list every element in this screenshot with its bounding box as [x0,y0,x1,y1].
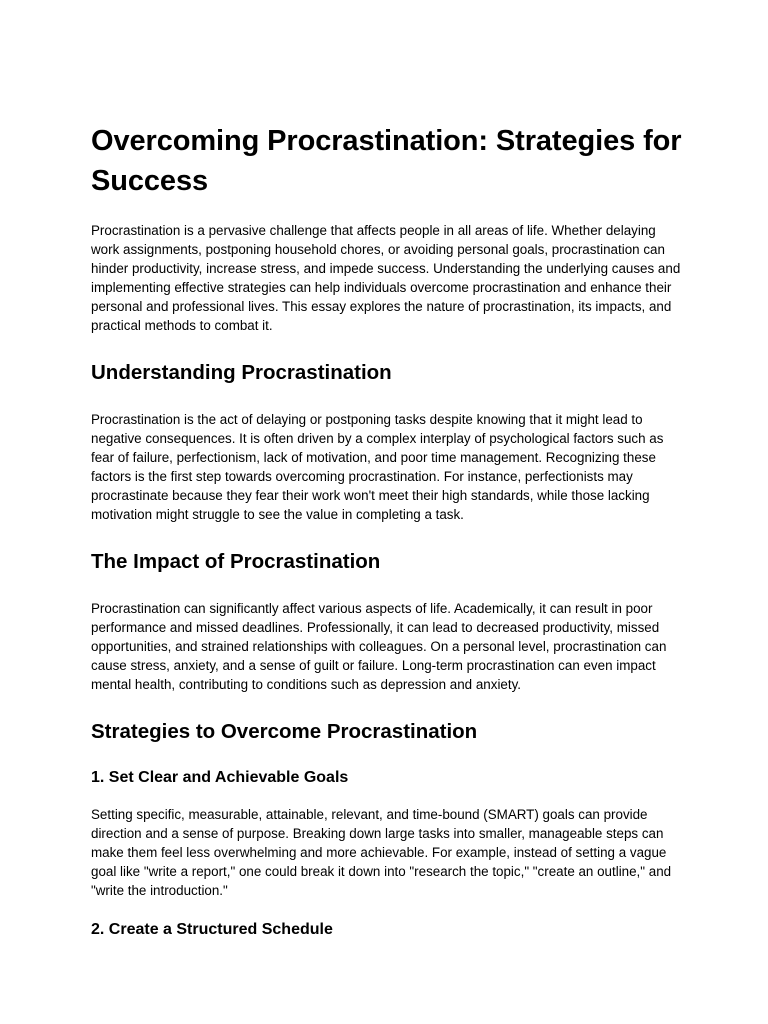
subsection-body-goals: Setting specific, measurable, attainable, relevant, and time-bound (SMART) goals can provide direction and a sense of purpose. Breaking down large tasks into smaller, manageable steps can make them feel less overwhelming and more achievable. For example, instead of setting a vague goal like "write a report," one could break it down into "research the topic," "create an outline," and "write the introduction." [91,807,672,898]
section-heading-impact: The Impact of Procrastination [91,550,381,573]
section-heading-understanding: Understanding Procrastination [91,361,392,384]
section-heading-strategies: Strategies to Overcome Procrastination [91,720,478,743]
document-page [91,121,687,940]
subsection-heading-goals: 1. Set Clear and Achievable Goals [91,769,349,786]
document-title: Overcoming Procrastination: Strategies for Success [91,125,682,197]
section-body-understanding: Procrastination is the act of delaying or postponing tasks despite knowing that it might lead to negative consequences. It is often driven by a complex interplay of psychological factors such as fear of failure, perfectionism, lack of motivation, and poor time management. Recognizing these factors is the first step towards overcoming procrastination. For instance, perfectionists may procrastinate because they fear their work won't meet their high standards, while those lacking motivation might struggle to see the value in completing a task. [91,412,664,522]
intro-paragraph: Procrastination is a pervasive challenge that affects people in all areas of life. Whether delaying work assignments, postponing household chores, or avoiding personal goals, procrastination can hinder productivity, increase stress, and impede success. Understanding the underlying causes and implementing effective strategies can help individuals overcome procrastination and enhance their personal and professional lives. This essay explores the nature of procrastination, its impacts, and practical methods to combat it. [91,223,681,333]
subsection-heading-schedule: 2. Create a Structured Schedule [91,921,333,938]
section-body-impact: Procrastination can significantly affect various aspects of life. Academically, it can result in poor performance and missed deadlines. Professionally, it can lead to decreased productivity, missed opportunities, and strained relationships with colleagues. On a personal level, procrastination can cause stress, anxiety, and a sense of guilt or failure. Long-term procrastination can even impact mental health, contributing to conditions such as depression and anxiety. [91,601,667,692]
